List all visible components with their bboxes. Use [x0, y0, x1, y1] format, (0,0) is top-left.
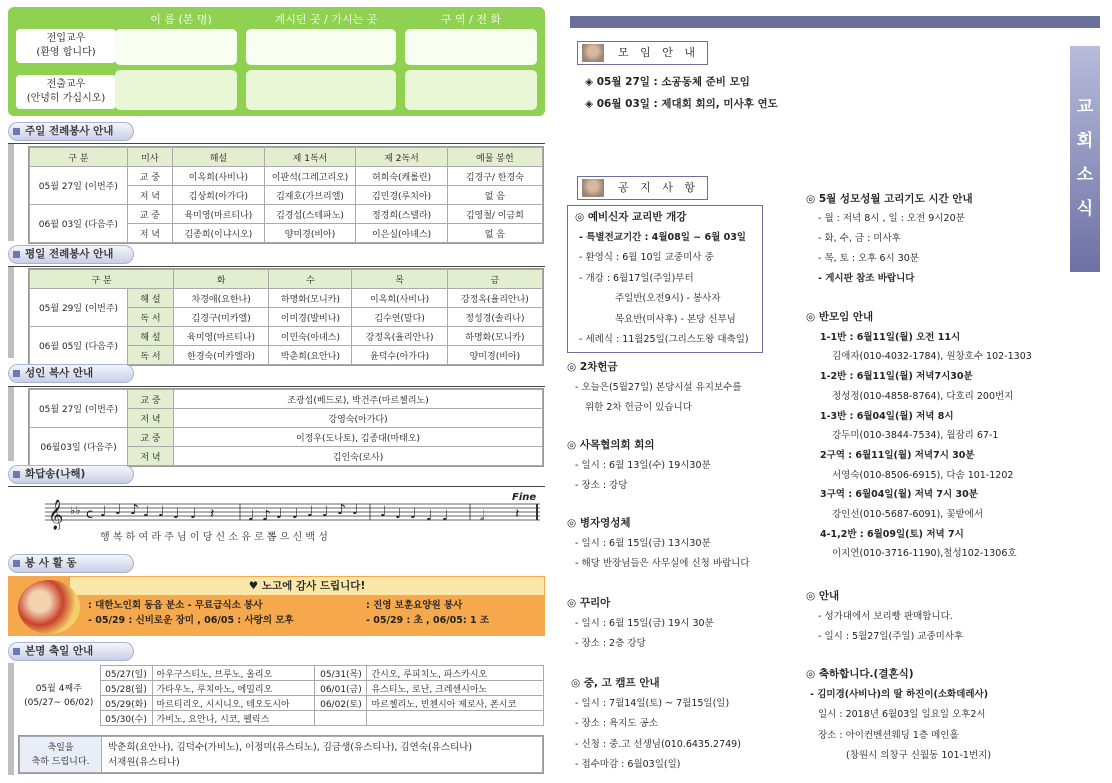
- camp-line: ◎ 중, 고 캠프 안내: [571, 677, 660, 689]
- week-label: 05월 4째주 (05/27~ 06/02): [24, 683, 94, 708]
- congrats-label: 축일을 축하 드립니다.: [20, 737, 102, 773]
- table-cell: 육미영(마르티나): [173, 205, 265, 224]
- wedding-line: ◎ 축하합니다.(결혼식): [806, 668, 914, 680]
- table-cell: 윤덕수(아가다): [352, 346, 447, 365]
- svg-text:♩: ♩: [158, 504, 165, 520]
- table-cell: 이민숙(아녜스): [269, 327, 352, 346]
- info-line: ◎ 안내: [806, 590, 840, 602]
- table-cell: 저 녁: [127, 224, 173, 243]
- wedding-line: - 김미경(사비나)의 딸 하진이(소화데레사): [810, 688, 989, 700]
- table-cell: 이정우(도나토), 김종대(마태오): [174, 428, 543, 447]
- notice-header: 공 지 사 항: [577, 176, 708, 200]
- table-cell: 독 서: [128, 308, 174, 327]
- table-cell: 조광섭(베드로), 박건주(마르첼리노): [174, 390, 543, 409]
- column-header: 구 분: [30, 148, 128, 167]
- svg-text:♩: ♩: [410, 506, 417, 522]
- sick-line: - 해당 반장님들은 사무실에 신청 바랍니다: [575, 558, 750, 569]
- group-line: 4-1,2반 : 6월09일(토) 저녁 7시: [820, 528, 964, 540]
- table-cell: 저 녁: [127, 186, 173, 205]
- section-title-psalm: 화답송(나해): [8, 465, 134, 484]
- table-cell: 하명화(모니카): [269, 289, 352, 308]
- out-area-cell: [405, 70, 537, 110]
- svg-text:♩: ♩: [190, 506, 197, 522]
- column-header: 제 1독서: [264, 148, 356, 167]
- side-title: 교 회 소 식: [1070, 46, 1100, 272]
- svg-text:𝅗𝅥: 𝅗𝅥: [480, 508, 485, 524]
- catechumen-line: 주일반(오전9시) - 봉사자: [615, 293, 721, 304]
- service-right-1: : 진영 보훈요양원 봉사: [366, 600, 463, 611]
- wedding-line: 일시 : 2018년 6월03일 일요일 오후2시: [818, 709, 986, 720]
- heart-icon: ♥: [248, 580, 259, 592]
- table-cell: 김경섭(스테파노): [264, 205, 356, 224]
- table-cell: 이미경(발비나): [269, 308, 352, 327]
- table-cell: 유스티노, 로난, 크레센시아노: [367, 681, 544, 696]
- section-title-weekday: 평일 전례봉사 안내: [8, 245, 134, 264]
- svg-text:♩: ♩: [380, 504, 387, 520]
- catechumen-line: ◎ 예비신자 교리반 개강: [575, 211, 687, 223]
- info-line: - 성가대에서 보리빵 판매합니다.: [818, 610, 953, 622]
- table-cell: 김민경(루치아): [356, 186, 447, 205]
- column-header: 해설: [173, 148, 265, 167]
- group-line: 서영숙(010-8506-6915), 다솜 101-1202: [832, 469, 1014, 481]
- group-line: 2구역 : 6월11일(월) 저녁7시 30분: [820, 449, 975, 461]
- svg-text:♩: ♩: [395, 506, 402, 522]
- cartoon-image: [18, 580, 80, 634]
- column-header: 목: [352, 270, 447, 289]
- congrats-box: [18, 735, 544, 774]
- table-cell: 차경애(요한나): [174, 289, 269, 308]
- header-address: 계시던 곳 / 가시는 곳: [274, 13, 378, 26]
- rosary-line: - 게시판 참조 바랍니다: [818, 273, 915, 284]
- table-row: [30, 428, 543, 447]
- table-cell: 06월 03일 (다음주): [30, 205, 128, 243]
- column-header: 화: [174, 270, 269, 289]
- column-header: 미사: [127, 148, 173, 167]
- table-cell: 가타우노, 루치아노, 에밀리오: [152, 681, 315, 696]
- group-line: 3구역 : 6월04일(월) 저녁 7시 30분: [820, 489, 978, 501]
- table-cell: 없 음: [447, 224, 542, 243]
- in-address-cell: [246, 29, 396, 65]
- catechumen-line: - 개강 : 6월17일(주일)부터: [579, 272, 694, 284]
- table-cell: 마르티리오, 시시니오, 테오도시아: [152, 696, 315, 711]
- table-cell: 교 중: [128, 428, 174, 447]
- council-line: ◎ 사목협의회 회의: [567, 439, 655, 451]
- section-title-feast: 본명 축일 안내: [8, 642, 134, 661]
- out-name-cell: [115, 70, 237, 110]
- psalm-score: [40, 490, 545, 530]
- table-cell: 교 중: [127, 205, 173, 224]
- table-cell: 강영숙(아가다): [174, 409, 543, 428]
- table-cell: [367, 711, 544, 726]
- camp-line: - 일시 : 7월14일(토) ~ 7월15일(일): [575, 697, 730, 709]
- table-cell: 저 녁: [128, 447, 174, 466]
- group-line: 김애자(010-4032-1784), 원창호수 102-1303: [832, 351, 1032, 363]
- group-line: 이지연(010-3716-1190),철성102-1306호: [832, 548, 1017, 560]
- second-line: 위한 2차 헌금이 있습니다: [585, 402, 692, 413]
- svg-text:♩: ♩: [100, 504, 107, 520]
- table-cell: 05/29(화): [100, 696, 152, 711]
- table-cell: 육미영(마르티나): [174, 327, 269, 346]
- svg-text:𝄽: 𝄽: [515, 506, 520, 522]
- svg-text:♩: ♩: [115, 502, 122, 518]
- column-header: 금: [447, 270, 542, 289]
- table-cell: 해 설: [128, 289, 174, 308]
- group-line: 1-3반 : 6월04일(월) 저녁 8시: [820, 410, 954, 422]
- table-cell: 05월 29일 (이번주): [30, 289, 128, 327]
- section-line: [8, 266, 545, 267]
- second-line: - 오늘은(5월27일) 본당시설 유지보수를: [575, 381, 742, 393]
- table-cell: 간시오, 루피치노, 파스카시오: [367, 666, 544, 681]
- column-header: 수: [269, 270, 352, 289]
- council-line: - 일시 : 6월 13일(수) 19시30분: [575, 459, 711, 471]
- portrait-icon: [582, 44, 604, 62]
- table-cell: 허희숙(캐롤린): [356, 167, 447, 186]
- second-line: ◎ 2차헌금: [567, 361, 618, 373]
- table-cell: 교 중: [128, 390, 174, 409]
- table-cell: 06/02(토): [315, 696, 367, 711]
- table-cell: 05월 27일 (이번주): [30, 167, 128, 205]
- sunday-table: [28, 146, 544, 244]
- table-cell: 아우구스티노, 브루노, 올리오: [152, 666, 315, 681]
- table-cell: 김영철/ 이금희: [447, 205, 542, 224]
- table-cell: 김경구/ 한경숙: [447, 167, 542, 186]
- meeting-item: ◈ 06월 03일 : 제대회 회의, 미사후 연도: [585, 98, 778, 110]
- out-address-cell: [246, 70, 396, 110]
- catechumen-line: - 환영식 : 6월 10일 교중미사 중: [579, 252, 714, 263]
- group-line: 강두미(010-3844-7534), 월잠리 67-1: [832, 430, 999, 442]
- table-row: [30, 327, 543, 346]
- transfer-in-label: 전입교우 (환영 합니다): [16, 29, 116, 63]
- congrats-names: 박춘희(요안나), 김덕수(가비노), 이정미(유스티노), 김금생(유스티나), 김연숙(유스티나) 서재원(유스티나): [102, 737, 543, 773]
- in-name-cell: [115, 29, 237, 65]
- transfer-out-label: 전출교우 (안녕히 가십시오): [16, 75, 116, 109]
- svg-text:♩: ♩: [352, 502, 359, 518]
- left-divider: [8, 663, 14, 775]
- table-cell: 이판석(그레고리오): [264, 167, 356, 186]
- sick-line: - 일시 : 6월 15일(금) 13시30분: [575, 537, 711, 549]
- table-cell: 김수연(말다): [352, 308, 447, 327]
- table-row: [30, 390, 543, 409]
- kkuri-line: - 장소 : 2층 강당: [575, 638, 646, 649]
- svg-text:♩: ♩: [322, 504, 329, 520]
- table-cell: 하명화(모니카): [447, 327, 542, 346]
- table-cell: 이옥희(사비나): [352, 289, 447, 308]
- svg-text:♩: ♩: [276, 506, 283, 522]
- table-cell: 독 서: [128, 346, 174, 365]
- left-divider: [8, 386, 14, 461]
- table-cell: 김인숙(로사): [174, 447, 543, 466]
- table-cell: 05/28(월): [100, 681, 152, 696]
- group-line: ◎ 반모임 안내: [806, 311, 874, 323]
- header-area: 구 역 / 전 화: [440, 13, 502, 26]
- table-row: [18, 666, 544, 681]
- section-line: [8, 386, 545, 387]
- table-cell: 마르첼리노, 빈첸시아 제로사, 폰시코: [367, 696, 544, 711]
- table-cell: 06월03일 (다음주): [30, 428, 128, 466]
- section-line: [8, 486, 545, 487]
- camp-line: - 접수마감 : 6월03일(일): [575, 759, 681, 770]
- header-name: 이 름 (본 명): [150, 13, 212, 26]
- rosary-line: - 월 : 저녁 8시 , 일 : 오전 9시20분: [818, 213, 965, 224]
- table-cell: 이은실(아녜스): [356, 224, 447, 243]
- table-cell: 정성경(솔리나): [447, 308, 542, 327]
- table-cell: 이옥희(사비나): [173, 167, 265, 186]
- council-line: - 장소 : 강당: [575, 480, 628, 491]
- wedding-line: (창원시 의창구 신월동 101-1번지): [846, 750, 992, 761]
- transfer-box: [8, 7, 545, 116]
- table-cell: 05/27(일): [100, 666, 152, 681]
- column-header: 구 분: [30, 270, 174, 289]
- table-cell: 강정옥(율리안나): [447, 289, 542, 308]
- table-cell: 김재호(가브리엘): [264, 186, 356, 205]
- catechumen-line: - 세례식 : 11월25일(그리스도왕 대축일): [579, 334, 749, 345]
- table-cell: 06/01(금): [315, 681, 367, 696]
- rosary-line: ◎ 5월 성모성월 고리기도 시간 안내: [806, 193, 973, 205]
- fine-mark: Fine: [512, 492, 537, 503]
- svg-text:♩: ♩: [426, 508, 433, 524]
- table-cell: 05월 27일 (이번주): [30, 390, 128, 428]
- meeting-item: ◈ 05월 27일 : 소공동체 준비 모임: [585, 76, 750, 88]
- catechumen-line: 목요반(미사후) - 본당 신부님: [615, 313, 736, 325]
- table-cell: 해 설: [128, 327, 174, 346]
- table-cell: 05/31(목): [315, 666, 367, 681]
- group-line: 1-2반 : 6월11일(월) 저녁7시30분: [820, 371, 973, 383]
- rosary-line: - 화, 수, 금 : 미사후: [818, 233, 901, 244]
- svg-text:♩: ♩: [143, 504, 150, 520]
- section-title-sunday: 주일 전례봉사 안내: [8, 122, 134, 141]
- svg-text:♪: ♪: [262, 508, 271, 524]
- table-cell: 06월 05일 (다음주): [30, 327, 128, 365]
- svg-text:♪: ♪: [337, 502, 346, 518]
- service-left-2: - 05/29 : 신비로운 장미 , 06/05 : 사랑의 모후: [88, 615, 294, 626]
- portrait-icon: [582, 179, 604, 197]
- section-line: [8, 143, 545, 144]
- left-divider: [8, 266, 14, 358]
- svg-text:♩: ♩: [292, 506, 299, 522]
- in-area-cell: [405, 29, 537, 65]
- communion-table: [28, 388, 544, 467]
- table-cell: 정경희(스텔라): [356, 205, 447, 224]
- table-cell: 한경숙(미카엘라): [174, 346, 269, 365]
- meeting-header: 모 임 안 내: [577, 41, 708, 65]
- table-cell: [315, 711, 367, 726]
- table-cell: 김종희(이냐시오): [173, 224, 265, 243]
- svg-text:♩: ♩: [173, 506, 180, 522]
- table-cell: 저 녁: [128, 409, 174, 428]
- svg-text:♭♭: ♭♭: [70, 504, 81, 517]
- thanks-banner: ♥ 노고에 감사 드립니다!: [70, 577, 544, 595]
- svg-text:♩: ♩: [442, 508, 449, 524]
- psalm-lyrics: 행 복 하 여 라 주 님 이 당 신 소 유 로 뽑 으 신 백 성: [100, 532, 328, 543]
- column-header: 제 2독서: [356, 148, 447, 167]
- camp-line: - 장소 : 욕지도 공소: [575, 718, 658, 729]
- section-title-communion: 성인 복사 안내: [8, 364, 134, 383]
- table-cell: 05/30(수): [100, 711, 152, 726]
- column-header: 예물 봉헌: [447, 148, 542, 167]
- group-line: 정성정(010-4858-8764), 다호리 200번지: [832, 390, 1014, 402]
- table-row: [30, 289, 543, 308]
- table-cell: 양미경(비아): [264, 224, 356, 243]
- table-cell: 교 중: [127, 167, 173, 186]
- sick-line: ◎ 병자영성체: [567, 517, 631, 529]
- table-cell: 양미경(비아): [447, 346, 542, 365]
- camp-line: - 신청 : 중.고 선생님(010.6435.2749): [575, 738, 741, 750]
- service-left-1: : 대한노인회 동읍 분소 - 무료급식소 봉사: [88, 600, 263, 611]
- table-row: [30, 167, 543, 186]
- treble-clef-icon: 𝄞: [48, 500, 64, 530]
- table-cell: 박춘희(요안나): [269, 346, 352, 365]
- kkuri-line: ◎ 꾸리아: [567, 597, 611, 609]
- wedding-line: 장소 : 아이컨벤션웨딩 1층 메인홀: [818, 729, 959, 741]
- kkuri-line: - 일시 : 6월 15일(금) 19시 30분: [575, 617, 714, 629]
- table-cell: 가비노, 요안나, 시코, 펠릭스: [152, 711, 315, 726]
- table-cell: 강정옥(율리안나): [352, 327, 447, 346]
- table-cell: 김경구(미카엘): [174, 308, 269, 327]
- rosary-line: - 목, 토 : 오후 6시 30분: [818, 253, 919, 264]
- right-header-bar: [570, 16, 1100, 28]
- svg-text:♩: ♩: [307, 504, 314, 520]
- table-cell: 없 음: [447, 186, 542, 205]
- catechumen-line: - 특별전교기간 : 4월08일 ~ 6월 03일: [579, 231, 746, 243]
- feast-table: [18, 665, 544, 726]
- svg-text:♪: ♪: [130, 502, 139, 518]
- service-right-2: - 05/29 : 초 , 06/05: 1 조: [366, 615, 490, 626]
- svg-text:𝄽: 𝄽: [210, 506, 215, 522]
- svg-text:♩: ♩: [248, 508, 255, 524]
- info-line: - 일시 : 5월27일(주일) 교중미사후: [818, 631, 964, 642]
- section-title-service: 봉 사 활 동: [8, 554, 134, 573]
- weekday-table: [28, 268, 544, 366]
- left-divider: [8, 143, 14, 241]
- group-line: 1-1반 : 6월11일(월) 오전 11시: [820, 331, 961, 343]
- svg-text:c: c: [86, 507, 94, 522]
- group-line: 강인선(010-5687-6091), 꽃밭에서: [832, 509, 984, 520]
- table-row: [30, 205, 543, 224]
- table-cell: 김상희(아가다): [173, 186, 265, 205]
